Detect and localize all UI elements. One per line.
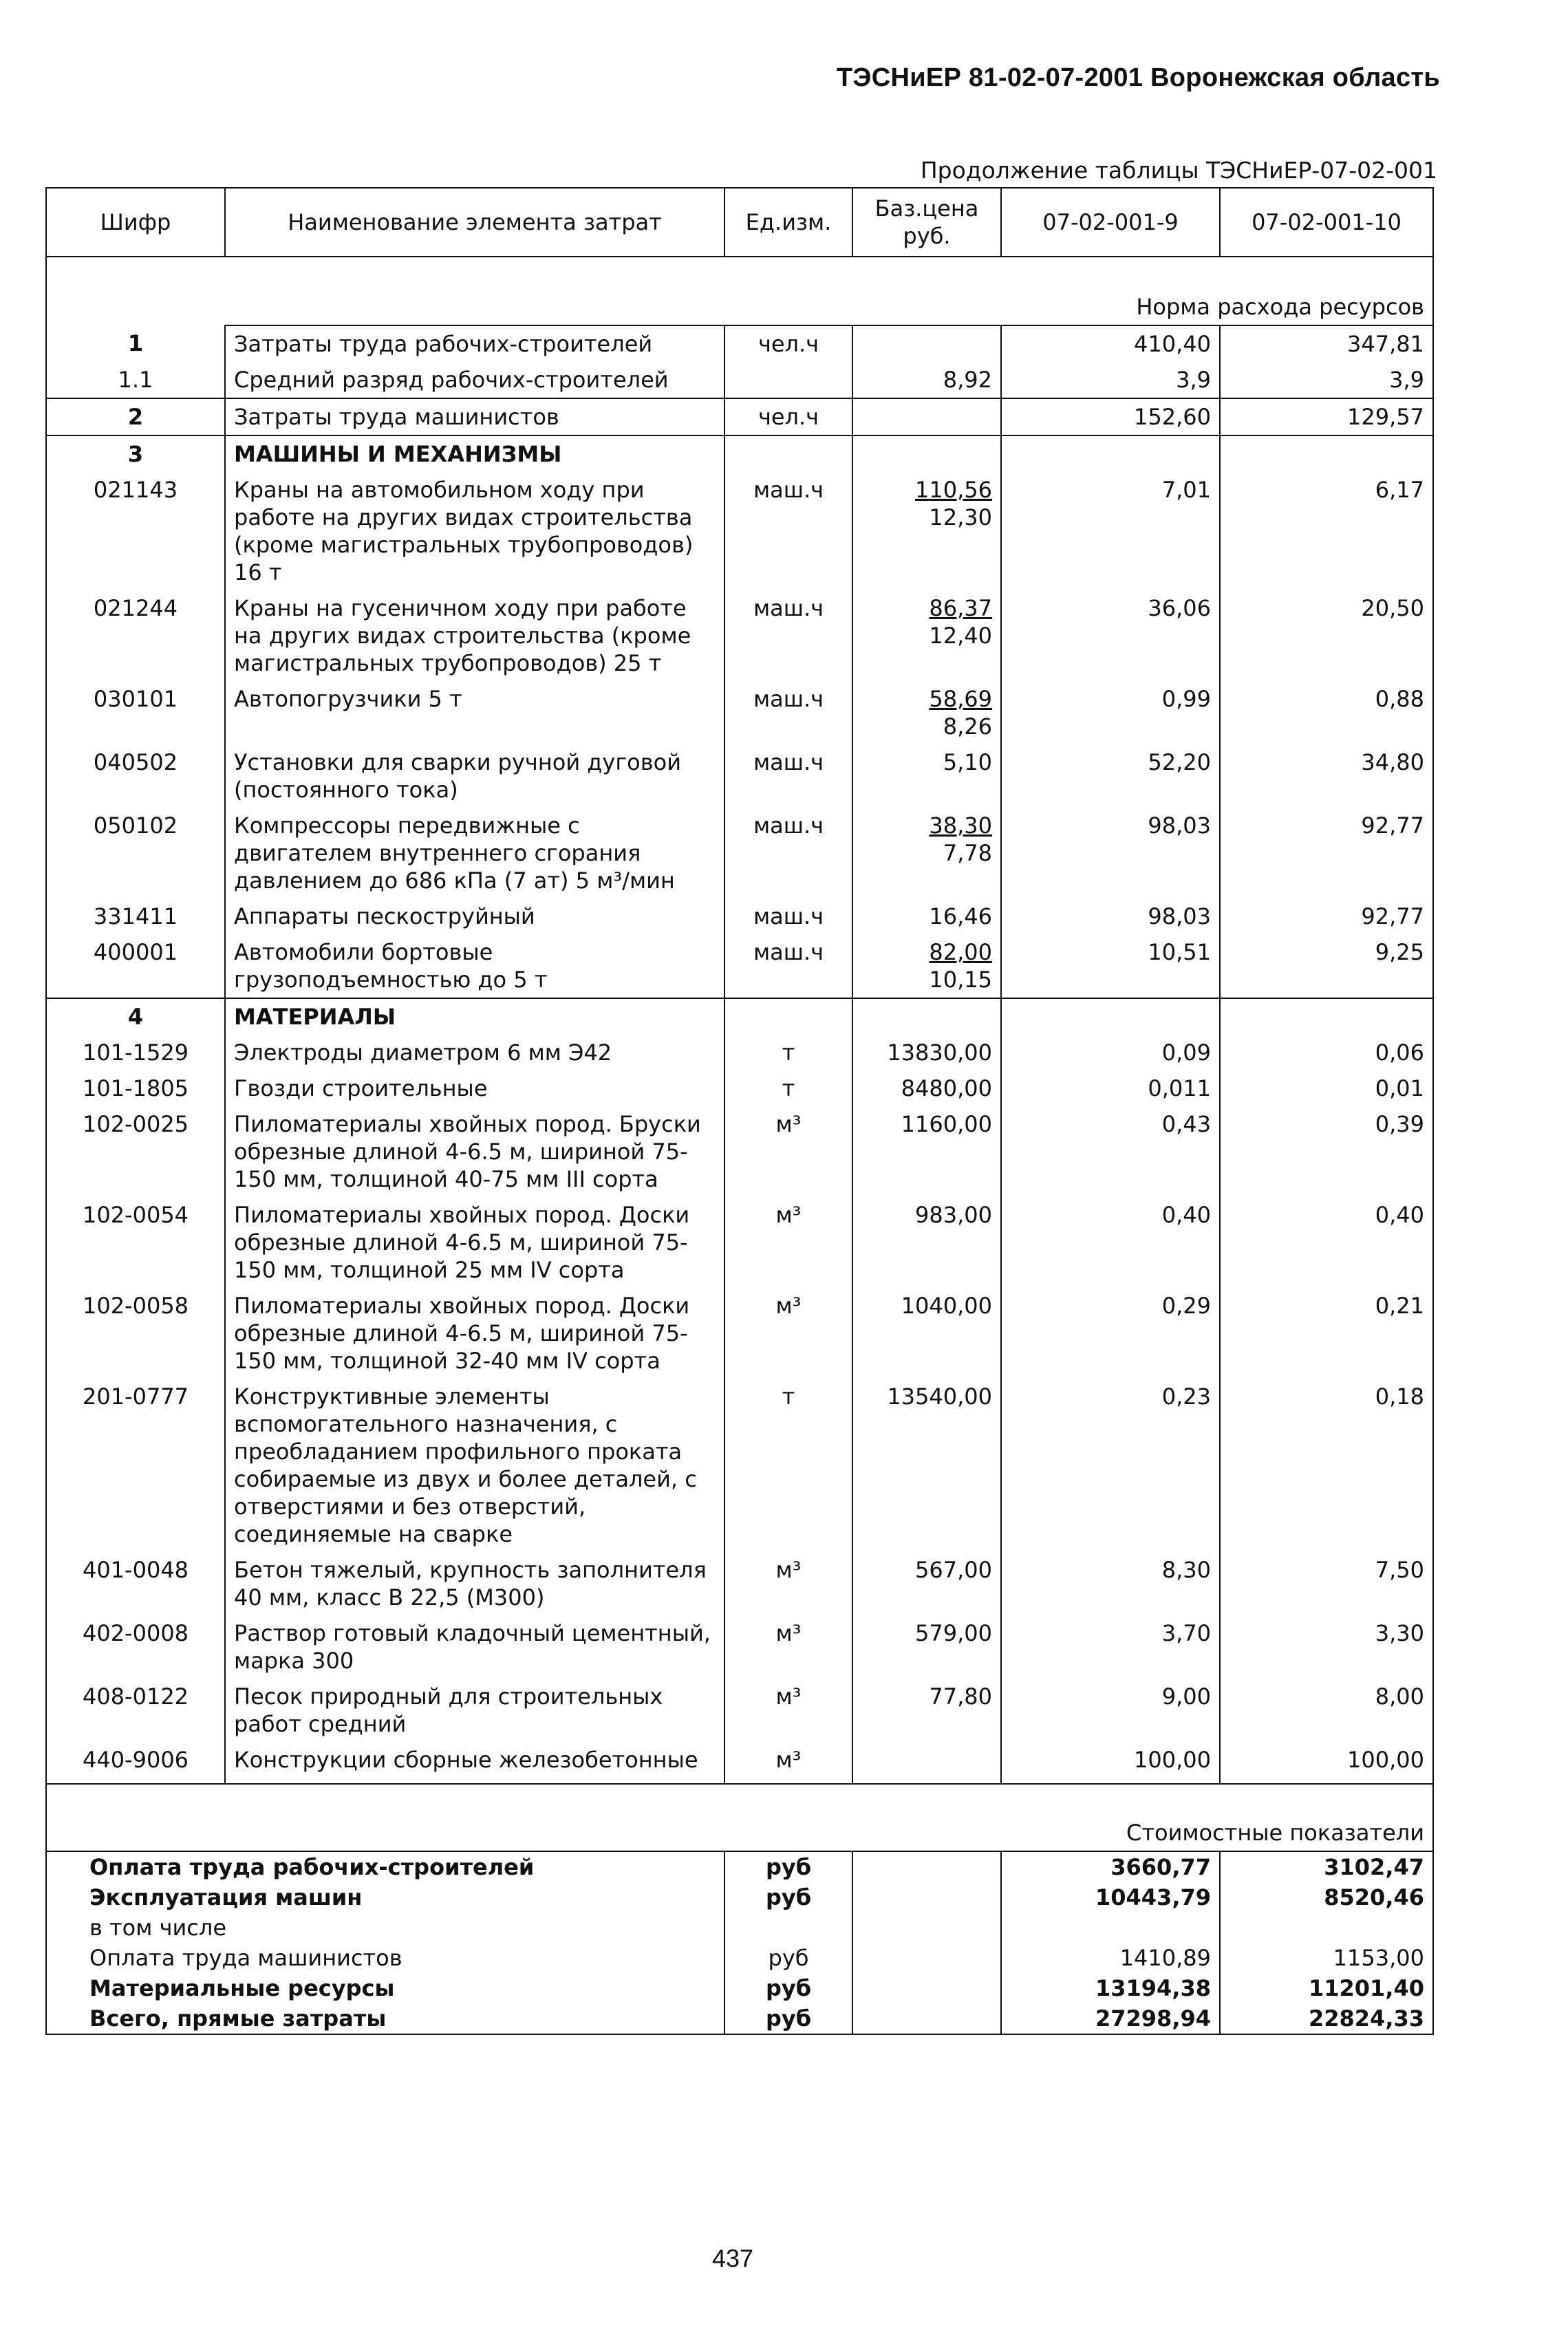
table-row (46, 1615, 1433, 1679)
machinist-wage: 12,30 (929, 504, 992, 530)
machine-price: 38,30 (929, 812, 992, 839)
cell-name: Бетон тяжелый, крупность заполнителя 40 мм, класс В 22,5 (М300) (225, 1552, 724, 1615)
cell-name: Затраты труда машинистов (225, 398, 724, 435)
norm-heading: Норма расхода ресурсов (225, 257, 1433, 325)
table-row (46, 934, 1433, 998)
totals-unit: руб (724, 1943, 852, 1973)
cell-price: 16,46 (852, 898, 1001, 934)
cell-unit: м³ (724, 1197, 852, 1288)
cell-price: 1040,00 (852, 1288, 1001, 1379)
cell-unit: чел.ч (724, 398, 852, 435)
cell-unit: маш.ч (724, 472, 852, 590)
totals-unit: руб (724, 2003, 852, 2034)
cell-name: Пиломатериалы хвойных пород. Бруски обрезные длиной 4-6.5 м, шириной 75-150 мм, толщиной 40-75 мм III сорта (225, 1106, 724, 1197)
cell-code: 021244 (46, 590, 225, 681)
cell-07-02-001-9: 152,60 (1001, 398, 1220, 435)
cell-unit: т (724, 1379, 852, 1552)
cell-name: МАШИНЫ И МЕХАНИЗМЫ (225, 435, 724, 472)
totals-label: Всего, прямые затраты (46, 2003, 724, 2034)
totals-unit (724, 1913, 852, 1943)
cell-07-02-001-9: 3,70 (1001, 1615, 1220, 1679)
table-row (46, 1288, 1433, 1379)
cell-code: 3 (46, 435, 225, 472)
resource-norm-table (45, 187, 1434, 2035)
table-row (46, 1679, 1433, 1742)
totals-unit: руб (724, 1851, 852, 1882)
cell-07-02-001-9: 0,40 (1001, 1197, 1220, 1288)
table-row (46, 744, 1433, 808)
cell-price: 8480,00 (852, 1070, 1001, 1106)
totals-row (46, 1913, 1433, 1943)
cell-07-02-001-9: 0,99 (1001, 681, 1220, 744)
cell-07-02-001-10: 3,30 (1220, 1615, 1433, 1679)
machinist-wage: 8,26 (943, 713, 992, 740)
totals-label: Эксплуатация машин (46, 1882, 724, 1913)
totals-07-02-001-9: 27298,94 (1001, 2003, 1220, 2034)
cell-code: 400001 (46, 934, 225, 998)
cell-code: 440-9006 (46, 1742, 225, 1784)
machinist-wage: 12,40 (929, 623, 992, 649)
cell-07-02-001-10: 0,88 (1220, 681, 1433, 744)
cell-07-02-001-10: 8,00 (1220, 1679, 1433, 1742)
totals-07-02-001-9: 1410,89 (1001, 1943, 1220, 1973)
cell-price (852, 808, 1001, 898)
totals-label: Оплата труда рабочих-строителей (46, 1851, 724, 1882)
cell-07-02-001-9: 0,29 (1001, 1288, 1220, 1379)
cell-unit (724, 998, 852, 1035)
cell-price: 567,00 (852, 1552, 1001, 1615)
cell-unit: маш.ч (724, 681, 852, 744)
table-row (46, 1106, 1433, 1197)
cell-name: Краны на гусеничном ходу при работе на других видах строительства (кроме магистральных трубопроводов) 25 т (225, 590, 724, 681)
totals-07-02-001-10: 11201,40 (1220, 1973, 1433, 2003)
cell-code: 030101 (46, 681, 225, 744)
cell-unit: м³ (724, 1679, 852, 1742)
cell-price (852, 435, 1001, 472)
cell-name: Аппараты пескоструйный (225, 898, 724, 934)
table-row (46, 1742, 1433, 1784)
table-row (46, 998, 1433, 1035)
cell-code: 1 (46, 325, 225, 362)
cell-code: 331411 (46, 898, 225, 934)
cell-07-02-001-9: 9,00 (1001, 1679, 1220, 1742)
cell-07-02-001-10: 9,25 (1220, 934, 1433, 998)
cell-07-02-001-9: 410,40 (1001, 325, 1220, 362)
machine-price: 86,37 (929, 595, 992, 621)
col-header-code: Шифр (46, 188, 225, 257)
cell-07-02-001-10: 92,77 (1220, 808, 1433, 898)
cell-price: 13540,00 (852, 1379, 1001, 1552)
table-row (46, 398, 1433, 435)
cell-code: 101-1805 (46, 1070, 225, 1106)
cell-unit (724, 362, 852, 398)
machine-price: 110,56 (915, 477, 992, 503)
cell-07-02-001-10: 129,57 (1220, 398, 1433, 435)
cell-07-02-001-10: 0,18 (1220, 1379, 1433, 1552)
cell-price: 1160,00 (852, 1106, 1001, 1197)
cell-code: 050102 (46, 808, 225, 898)
totals-unit: руб (724, 1882, 852, 1913)
cell-unit: м³ (724, 1288, 852, 1379)
cell-unit: м³ (724, 1615, 852, 1679)
cell-unit: м³ (724, 1106, 852, 1197)
cell-unit: маш.ч (724, 590, 852, 681)
table-row (46, 1197, 1433, 1288)
cell-unit: чел.ч (724, 325, 852, 362)
cell-07-02-001-9: 0,43 (1001, 1106, 1220, 1197)
cell-price (852, 681, 1001, 744)
cell-price (852, 934, 1001, 998)
cell-code: 201-0777 (46, 1379, 225, 1552)
table-row (46, 1070, 1433, 1106)
totals-price-empty (852, 1882, 1001, 1913)
totals-row (46, 2003, 1433, 2034)
cell-name: Краны на автомобильном ходу при работе на других видах строительства (кроме магистральных трубопроводов) 16 т (225, 472, 724, 590)
cell-07-02-001-9: 36,06 (1001, 590, 1220, 681)
col-header-unit: Ед.изм. (724, 188, 852, 257)
cell-07-02-001-9: 10,51 (1001, 934, 1220, 998)
cell-07-02-001-9: 0,23 (1001, 1379, 1220, 1552)
page-number: 437 (712, 2244, 754, 2272)
cell-07-02-001-9: 0,011 (1001, 1070, 1220, 1106)
cell-name: Автомобили бортовые грузоподъемностью до 5 т (225, 934, 724, 998)
machinist-wage: 10,15 (929, 967, 992, 993)
cell-07-02-001-9: 98,03 (1001, 808, 1220, 898)
table-continuation-caption: Продолжение таблицы ТЭСНиЕР-07-02-001 (920, 157, 1437, 184)
cell-07-02-001-9: 100,00 (1001, 1742, 1220, 1784)
cell-07-02-001-10: 3,9 (1220, 362, 1433, 398)
cell-price: 579,00 (852, 1615, 1001, 1679)
cell-name: Конструктивные элементы вспомогательного назначения, с преобладанием профильного проката собираемые из двух и более деталей, с отверстиями и без отверстий, соединяемые на сварке (225, 1379, 724, 1552)
table-row (46, 1552, 1433, 1615)
cell-07-02-001-9: 98,03 (1001, 898, 1220, 934)
cell-name: Конструкции сборные железобетонные (225, 1742, 724, 1784)
cell-07-02-001-9: 0,09 (1001, 1035, 1220, 1070)
table-row (46, 362, 1433, 398)
totals-07-02-001-10 (1220, 1913, 1433, 1943)
cell-07-02-001-10: 0,40 (1220, 1197, 1433, 1288)
cell-price: 983,00 (852, 1197, 1001, 1288)
cell-07-02-001-10 (1220, 435, 1433, 472)
cell-name: Автопогрузчики 5 т (225, 681, 724, 744)
cell-unit: маш.ч (724, 934, 852, 998)
totals-07-02-001-9: 3660,77 (1001, 1851, 1220, 1882)
cell-07-02-001-10: 6,17 (1220, 472, 1433, 590)
cell-price: 8,92 (852, 362, 1001, 398)
table-row (46, 325, 1433, 362)
cell-code: 2 (46, 398, 225, 435)
cell-name: Раствор готовый кладочный цементный, марка 300 (225, 1615, 724, 1679)
table-row (46, 472, 1433, 590)
cell-code: 408-0122 (46, 1679, 225, 1742)
cell-code: 021143 (46, 472, 225, 590)
cell-07-02-001-9 (1001, 435, 1220, 472)
machine-price: 82,00 (929, 939, 992, 965)
totals-07-02-001-9: 10443,79 (1001, 1882, 1220, 1913)
cell-unit: маш.ч (724, 808, 852, 898)
cell-07-02-001-10 (1220, 998, 1433, 1035)
cell-name: Пиломатериалы хвойных пород. Доски обрезные длиной 4-6.5 м, шириной 75-150 мм, толщиной 32-40 мм IV сорта (225, 1288, 724, 1379)
cell-unit (724, 435, 852, 472)
cell-07-02-001-9: 52,20 (1001, 744, 1220, 808)
machinist-wage: 7,78 (943, 840, 992, 866)
document-header-title: ТЭСНиЕР 81-02-07-2001 Воронежская область (836, 63, 1440, 92)
cell-name: Гвозди строительные (225, 1070, 724, 1106)
table-header-row (46, 188, 1433, 257)
cell-price: 77,80 (852, 1679, 1001, 1742)
totals-row (46, 1882, 1433, 1913)
col-header-07-02-001-9: 07-02-001-9 (1001, 188, 1220, 257)
cell-07-02-001-9: 7,01 (1001, 472, 1220, 590)
totals-07-02-001-10: 8520,46 (1220, 1882, 1433, 1913)
cell-price (852, 1742, 1001, 1784)
cell-name: Пиломатериалы хвойных пород. Доски обрезные длиной 4-6.5 м, шириной 75-150 мм, толщиной 25 мм IV сорта (225, 1197, 724, 1288)
cell-07-02-001-9: 8,30 (1001, 1552, 1220, 1615)
cost-heading-row (46, 1784, 1433, 1851)
totals-label: Материальные ресурсы (46, 1973, 724, 2003)
cell-unit: маш.ч (724, 898, 852, 934)
norm-heading-row (46, 257, 1433, 325)
cell-name: Песок природный для строительных работ средний (225, 1679, 724, 1742)
cell-unit: т (724, 1035, 852, 1070)
cell-price (852, 398, 1001, 435)
cell-name: МАТЕРИАЛЫ (225, 998, 724, 1035)
cell-07-02-001-10: 20,50 (1220, 590, 1433, 681)
cell-name: Установки для сварки ручной дуговой (постоянного тока) (225, 744, 724, 808)
cell-name: Компрессоры передвижные с двигателем внутреннего сгорания давлением до 686 кПа (7 ат) 5 м³/мин (225, 808, 724, 898)
cell-price (852, 325, 1001, 362)
cell-code: 401-0048 (46, 1552, 225, 1615)
totals-07-02-001-10: 22824,33 (1220, 2003, 1433, 2034)
cell-unit: м³ (724, 1552, 852, 1615)
cell-unit: т (724, 1070, 852, 1106)
totals-row (46, 1973, 1433, 2003)
table-row (46, 1035, 1433, 1070)
table-row (46, 808, 1433, 898)
totals-row (46, 1851, 1433, 1882)
table-row (46, 435, 1433, 472)
cost-heading: Стоимостные показатели (46, 1784, 1433, 1851)
cell-unit: м³ (724, 1742, 852, 1784)
cell-price (852, 590, 1001, 681)
table-row (46, 898, 1433, 934)
cell-name: Средний разряд рабочих-строителей (225, 362, 724, 398)
cell-code: 102-0025 (46, 1106, 225, 1197)
cell-07-02-001-10: 0,39 (1220, 1106, 1433, 1197)
cell-code: 102-0054 (46, 1197, 225, 1288)
cell-07-02-001-9: 3,9 (1001, 362, 1220, 398)
totals-price-empty (852, 1913, 1001, 1943)
cell-07-02-001-9 (1001, 998, 1220, 1035)
col-header-name: Наименование элемента затрат (225, 188, 724, 257)
cell-code: 102-0058 (46, 1288, 225, 1379)
cell-07-02-001-10: 0,06 (1220, 1035, 1433, 1070)
table-row (46, 1379, 1433, 1552)
totals-price-empty (852, 1943, 1001, 1973)
totals-price-empty (852, 1973, 1001, 2003)
totals-price-empty (852, 2003, 1001, 2034)
col-header-07-02-001-10: 07-02-001-10 (1220, 188, 1433, 257)
totals-07-02-001-10: 3102,47 (1220, 1851, 1433, 1882)
totals-07-02-001-9 (1001, 1913, 1220, 1943)
cell-unit: маш.ч (724, 744, 852, 808)
totals-unit: руб (724, 1973, 852, 2003)
totals-label: Оплата труда машинистов (46, 1943, 724, 1973)
totals-07-02-001-10: 1153,00 (1220, 1943, 1433, 1973)
cell-code: 4 (46, 998, 225, 1035)
cell-07-02-001-10: 0,01 (1220, 1070, 1433, 1106)
cell-name: Электроды диаметром 6 мм Э42 (225, 1035, 724, 1070)
cell-code: 040502 (46, 744, 225, 808)
cell-07-02-001-10: 92,77 (1220, 898, 1433, 934)
cell-name: Затраты труда рабочих-строителей (225, 325, 724, 362)
cell-07-02-001-10: 7,50 (1220, 1552, 1433, 1615)
table-row (46, 681, 1433, 744)
cell-price: 13830,00 (852, 1035, 1001, 1070)
cell-07-02-001-10: 0,21 (1220, 1288, 1433, 1379)
totals-row (46, 1943, 1433, 1973)
cell-price (852, 998, 1001, 1035)
table-row (46, 590, 1433, 681)
cell-code: 1.1 (46, 362, 225, 398)
cell-07-02-001-10: 100,00 (1220, 1742, 1433, 1784)
cell-price: 5,10 (852, 744, 1001, 808)
machine-price: 58,69 (929, 686, 992, 712)
cell-code: 402-0008 (46, 1615, 225, 1679)
totals-price-empty (852, 1851, 1001, 1882)
col-header-price: Баз.цена руб. (852, 188, 1001, 257)
cell-07-02-001-10: 347,81 (1220, 325, 1433, 362)
totals-07-02-001-9: 13194,38 (1001, 1973, 1220, 2003)
cell-07-02-001-10: 34,80 (1220, 744, 1433, 808)
cell-price (852, 472, 1001, 590)
cell-code: 101-1529 (46, 1035, 225, 1070)
totals-label: в том числе (46, 1913, 724, 1943)
